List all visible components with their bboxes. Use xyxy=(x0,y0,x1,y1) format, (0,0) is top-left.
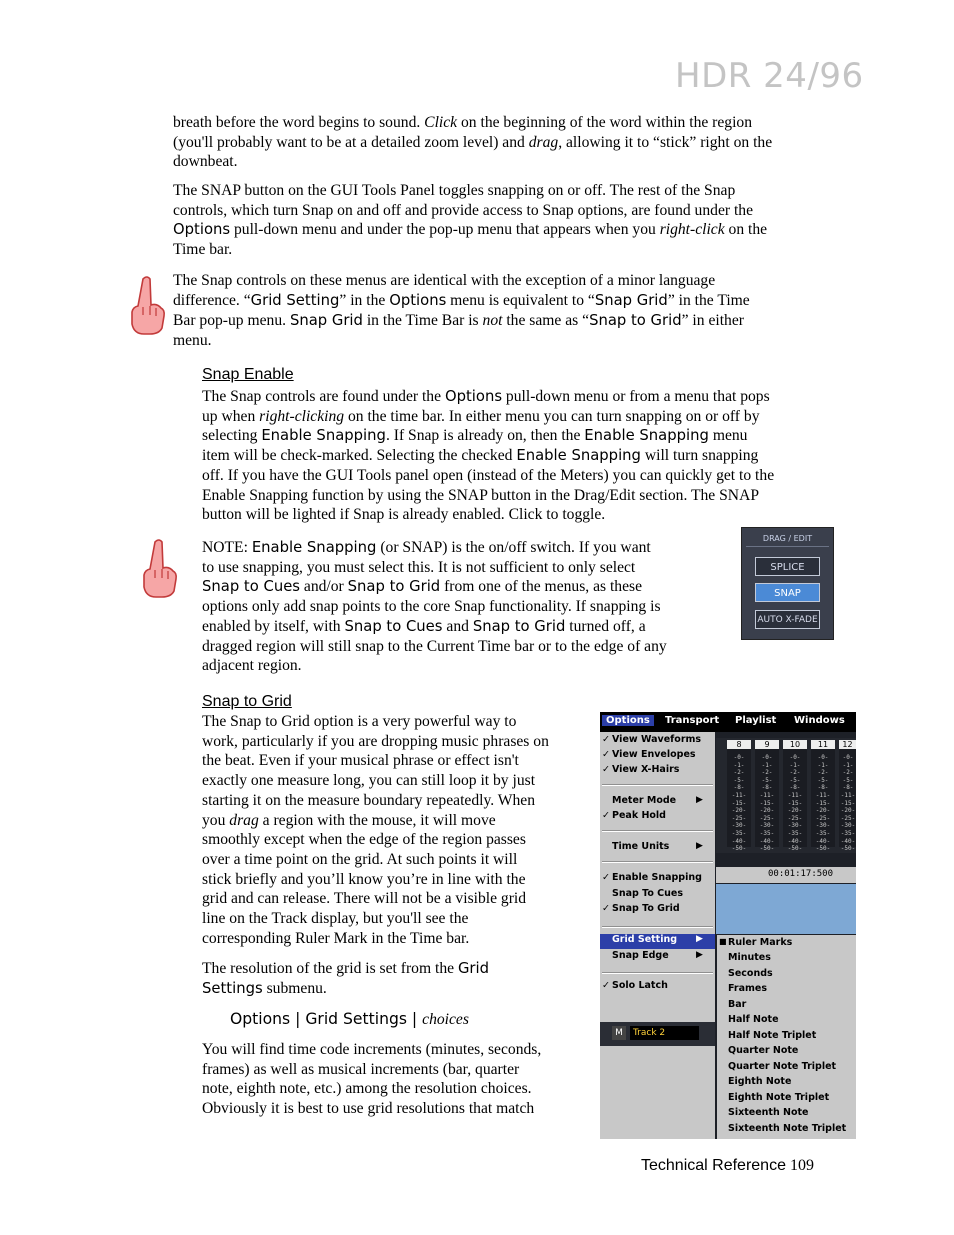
note-paragraph-1: The Snap controls on these menus are identical with the exception of a minor language difference. “Grid Setting” in the Options menu is equivalent to “Snap Grid” in the Time Bar pop-up menu. Snap Grid in the Time Bar is not the same as “Snap to Grid” in either menu. xyxy=(173,272,750,350)
pointing-hand-icon xyxy=(128,275,166,335)
meter-number: 11 xyxy=(811,740,835,749)
footer-text: Technical Reference xyxy=(641,1157,786,1174)
chevron-right-icon: ▶ xyxy=(696,795,703,805)
intro-paragraph-1: breath before the word begins to sound. Click on the beginning of the word within the region (you'll probably want to be at a detailed zoom level) and drag, allowing it to “stick” right on the downbeat. xyxy=(173,114,773,171)
menu-bar xyxy=(600,712,856,732)
meter-number: 9 xyxy=(755,740,779,749)
grid-choices-paragraph: You will find time code increments (minutes, seconds, frames) as well as musical increments (bar, quarter note, eighth note, etc.) among the resolution choices. Obviously it is best to use grid resolutions that match xyxy=(202,1041,542,1118)
page-number: 109 xyxy=(789,1157,814,1174)
grid-resolution-paragraph: The resolution of the grid is set from the Grid Settings submenu. xyxy=(202,960,490,997)
auto-xfade-button[interactable]: AUTO X-FADE xyxy=(755,610,820,629)
intro-paragraph-2: The SNAP button on the GUI Tools Panel toggles snapping on or off. The rest of the Snap controls, which turn Snap on and off and provide access to Snap options, are found under the Options pull-down menu and under the pop-up menu that appears when you right-click on the Time bar. xyxy=(173,182,768,259)
grid-setting-submenu: ■ Ruler Marks Minutes Seconds Frames Bar Half Note Half Note Triplet Quarter Note Quarter Note Triplet Eighth Note Eighth Note Triplet Sixteenth Note Sixteenth Note Triplet xyxy=(717,935,856,1139)
snap-to-grid-paragraph: The Snap to Grid option is a very powerful way to work, particularly if you are dropping music phrases on the beat. Even if your musical phrase or effect isn't exactly one measure long, you can still loop it by just starting it on the measure boundary repeatedly. When you drag a region with the mouse, it will move smoothly except when the edge of the region passes over a time point on the grid. At such points it will stick briefly and you’ll know you’re in line with the grid and can release. There will not be a visible grid line on the Track display, but you'll see the corresponding Ruler Mark in the Time bar. xyxy=(202,713,549,947)
menu-path: Options | Grid Settings | choices xyxy=(230,1010,469,1028)
track-strip xyxy=(600,1022,715,1046)
pointing-hand-icon xyxy=(140,538,178,598)
meter-number: 8 xyxy=(727,740,751,749)
mute-button[interactable]: M xyxy=(612,1026,626,1040)
chevron-right-icon: ▶ xyxy=(696,950,703,960)
meter-number: 10 xyxy=(783,740,807,749)
options-menu-screenshot xyxy=(600,712,856,1139)
note-paragraph-2: NOTE: Enable Snapping (or SNAP) is the on/off switch. If you want to use snapping, you must select this. It is not sufficient to only select Snap to Cues and/or Snap to Grid from one of the menus, as these options only add snap points to the core Snap functionality. If snapping is enabled by itself, with Snap to Cues and Snap to Grid turned off, a dragged region will still snap to the Current Time bar or to the edge of any adjacent region. xyxy=(202,539,667,675)
snap-enable-paragraph: The Snap controls are found under the Options pull-down menu or from a menu that pops up when right-clicking on the time bar. In either menu you can turn snapping on or off by selecting Enable Snapping. If Snap is already on, then the Enable Snapping menu item will be check-marked. Selecting the checked Enable Snapping will turn snapping off. If you have the GUI Tools panel open (instead of the Meters) you can quickly get to the Enable Snapping function by using the SNAP button in the Drag/Edit section. The SNAP button will be lighted if Snap is already enabled. Click to toggle. xyxy=(202,388,775,524)
snap-to-grid-heading: Snap to Grid xyxy=(202,693,292,710)
meter-scale: -0- -1- -2- -5- -8- -11- -15- -20- -25- -30- -35- -40- -50- xyxy=(759,754,775,853)
menu-playlist[interactable]: Playlist xyxy=(735,715,777,726)
menu-options[interactable]: Options xyxy=(602,715,654,726)
chevron-right-icon: ▶ xyxy=(696,934,703,944)
snap-enable-heading: Snap Enable xyxy=(202,366,294,383)
page-header: HDR 24/96 xyxy=(675,56,864,96)
drag-edit-tools-panel xyxy=(741,527,834,640)
options-dropdown: ✓ View Waveforms ✓ View Envelopes ✓ View X-Hairs Meter Mode ▶ ✓ Peak Hold Time Units ▶ ✓ Enable Snapping Snap To Cues ✓ Snap To Grid Grid Setting ▶ Snap Edge ▶ ✓ Solo Latch xyxy=(600,732,715,1139)
menu-windows[interactable]: Windows xyxy=(794,715,845,726)
track-name-field[interactable]: Track 2 xyxy=(630,1026,699,1040)
meter-scale: -0- -1- -2- -5- -8- -11- -15- -20- -25- -30- -35- -40- -50- xyxy=(731,754,747,853)
page-footer xyxy=(641,1157,814,1175)
meters-panel xyxy=(716,738,856,853)
splice-button[interactable]: SPLICE xyxy=(755,557,820,576)
track-area xyxy=(716,884,856,934)
menu-transport[interactable]: Transport xyxy=(665,715,720,726)
meter-scale: -0- -1- -2- -5- -8- -11- -15- -20- -25- -30- -35- -40- -50- xyxy=(840,754,856,853)
time-bar[interactable] xyxy=(716,867,856,883)
meter-scale: -0- -1- -2- -5- -8- -11- -15- -20- -25- -30- -35- -40- -50- xyxy=(787,754,803,853)
time-readout: 00:01:17:500 xyxy=(768,869,834,879)
panel-title: DRAG / EDIT xyxy=(762,534,813,543)
chevron-right-icon: ▶ xyxy=(696,841,703,851)
meter-number: 12 xyxy=(839,740,856,749)
meter-scale: -0- -1- -2- -5- -8- -11- -15- -20- -25- -30- -35- -40- -50- xyxy=(815,754,831,853)
snap-button[interactable]: SNAP xyxy=(755,583,820,602)
menu-item-grid-setting[interactable]: Grid Setting ▶ xyxy=(600,934,715,949)
